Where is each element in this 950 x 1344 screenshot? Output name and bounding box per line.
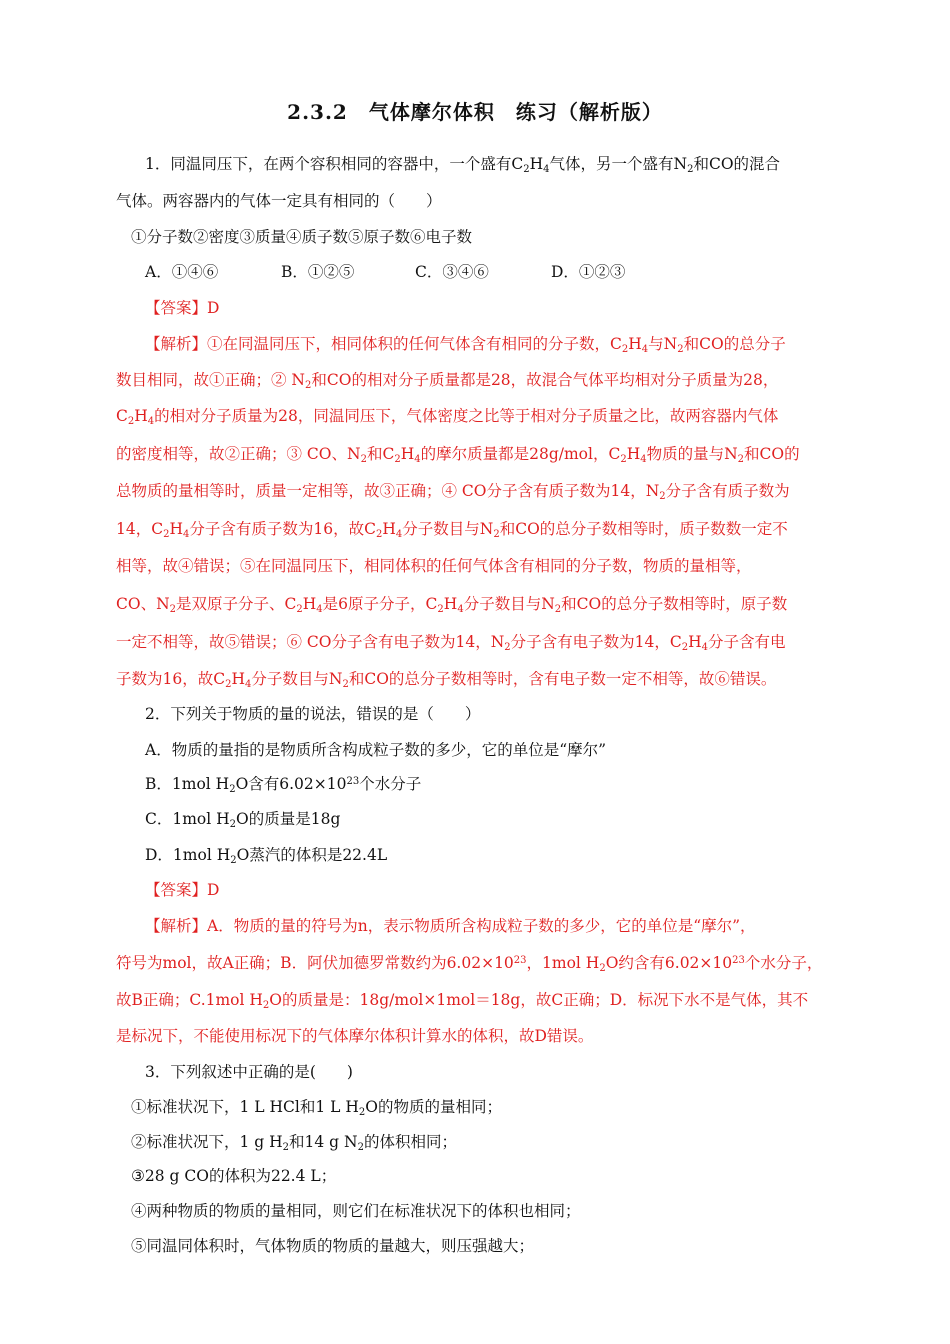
q2-answer: [145, 879, 845, 901]
q1-stem-line-2: 气体。两容器内的气体一定具有相同的（ ）: [116, 192, 442, 210]
q3-statement-2: ②标准状况下，1 g $H_2$和14 g $N_2$的体积相同；: [131, 1133, 457, 1153]
q2-stem: 2．下列关于物质的量的说法，错误的是（ ）: [145, 705, 481, 723]
q1-options: [145, 261, 845, 283]
q1-analysis-line-2: 数目相同，故①正确；② $N_2$和CO的相对分子质量都是28，故混合气体平均相对分子质量为28，: [116, 371, 779, 391]
q2-analysis-line-3: 故B正确；C.1mol $H_2O$的质量是：18g/mol×1mol＝18g，故C正确；D．标况下水不是气体，其不: [116, 991, 809, 1011]
page-title: 2.3.2 气体摩尔体积 练习（解析版）: [287, 100, 663, 124]
answer-label: 【答案】: [145, 881, 208, 899]
q1-analysis-line-10: 子数为16，故$C_2H_4$分子数目与$N_2$和CO的总分子数相等时，含有电子数一定不相等，故⑥错误。: [116, 670, 777, 690]
q1-answer: [145, 297, 845, 319]
q3-statement-3: ③28 g CO的体积为22.4 L；: [131, 1167, 337, 1185]
q1-analysis-line-3: $C_2H_4$的相对分子质量为28，同温同压下，气体密度之比等于相对分子质量之比，故两容器内气体: [116, 407, 779, 427]
q1-option-b: B．①②⑤: [281, 263, 355, 281]
q1-option-c: C．③④⑥: [415, 263, 489, 281]
q1-stem-line-3: ①分子数②密度③质量④质子数⑤原子数⑥电子数: [131, 228, 473, 246]
analysis-label: 【解析】: [145, 917, 208, 935]
q3-statement-5: ⑤同温同体积时，气体物质的物质的量越大，则压强越大；: [131, 1237, 535, 1255]
answer-label: 【答案】: [145, 299, 208, 317]
q3-stem: 3．下列叙述中正确的是( ): [145, 1063, 353, 1081]
q1-stem-line-1: 1．同温同压下，在两个容积相同的容器中，一个盛有$C_2H_4$气体，另一个盛有$N_2$和CO的混合: [145, 155, 781, 175]
q2-analysis-line-2: 符号为mol，故A正确；B．阿伏加德罗常数约为$6.02\times 10^{23}$，1mol $H_2O$约含有$6.02\times 10^{23}$个水分子，: [116, 954, 823, 974]
q3-statement-4: ④两种物质的物质的量相同，则它们在标准状况下的体积也相同；: [131, 1202, 581, 1220]
q1-analysis-line-9: 一定不相等，故⑤错误；⑥ CO分子含有电子数为14，$N_2$分子含有电子数为14，$C_2H_4$分子含有电: [116, 633, 786, 653]
q1-analysis-line-4: 的密度相等，故②正确；③ CO、$N_2$和$C_2H_4$的摩尔质量都是28g/mol，$C_2H_4$物质的量与$N_2$和CO的: [116, 445, 800, 465]
q2-analysis-line-4: 是标况下，不能使用标况下的气体摩尔体积计算水的体积，故D错误。: [116, 1027, 594, 1045]
q1-option-a: A．①④⑥: [145, 263, 219, 281]
q1-analysis-line-8: CO、$N_2$是双原子分子、$C_2H_4$是6原子分子，$C_2H_4$分子数目与$N_2$和CO的总分子数相等时，原子数: [116, 595, 788, 615]
q1-analysis-line-7: 相等，故④错误；⑤在同温同压下，相同体积的任何气体含有相同的分子数，物质的量相等，: [116, 557, 752, 575]
answer-value: D: [207, 881, 220, 899]
q2-option-a: A．物质的量指的是物质所含构成粒子数的多少，它的单位是“摩尔”: [145, 741, 607, 759]
q2-analysis-line-1: 【解析】A．物质的量的符号为n，表示物质所含构成粒子数的多少，它的单位是“摩尔”，: [145, 917, 756, 935]
q2-option-c: C．1mol $H_2O$的质量是18g: [145, 810, 341, 830]
q2-option-d: D．1mol $H_2O$蒸汽的体积是22.4L: [145, 846, 388, 866]
q3-statement-1: ①标准状况下，1 L HCl和1 L $H_2O$的物质的量相同；: [131, 1098, 502, 1118]
q1-analysis-line-5: 总物质的量相等时，质量一定相等，故③正确；④ CO分子含有质子数为14，$N_2$分子含有质子数为: [116, 482, 790, 502]
q2-option-b: B．1mol $H_2O$含有$6.02\times 10^{23}$个水分子: [145, 775, 422, 795]
q1-option-d: D．①②③: [551, 263, 626, 281]
q1-analysis-line-6: 14，$C_2H_4$分子含有质子数为16，故$C_2H_4$分子数目与$N_2$和CO的总分子数相等时，质子数数一定不: [116, 520, 788, 540]
q1-analysis-line-1: 【解析】①在同温同压下，相同体积的任何气体含有相同的分子数，$C_2H_4$与$N_2$和CO的总分子: [145, 335, 786, 355]
answer-value: D: [207, 299, 220, 317]
analysis-label: 【解析】: [145, 335, 208, 353]
